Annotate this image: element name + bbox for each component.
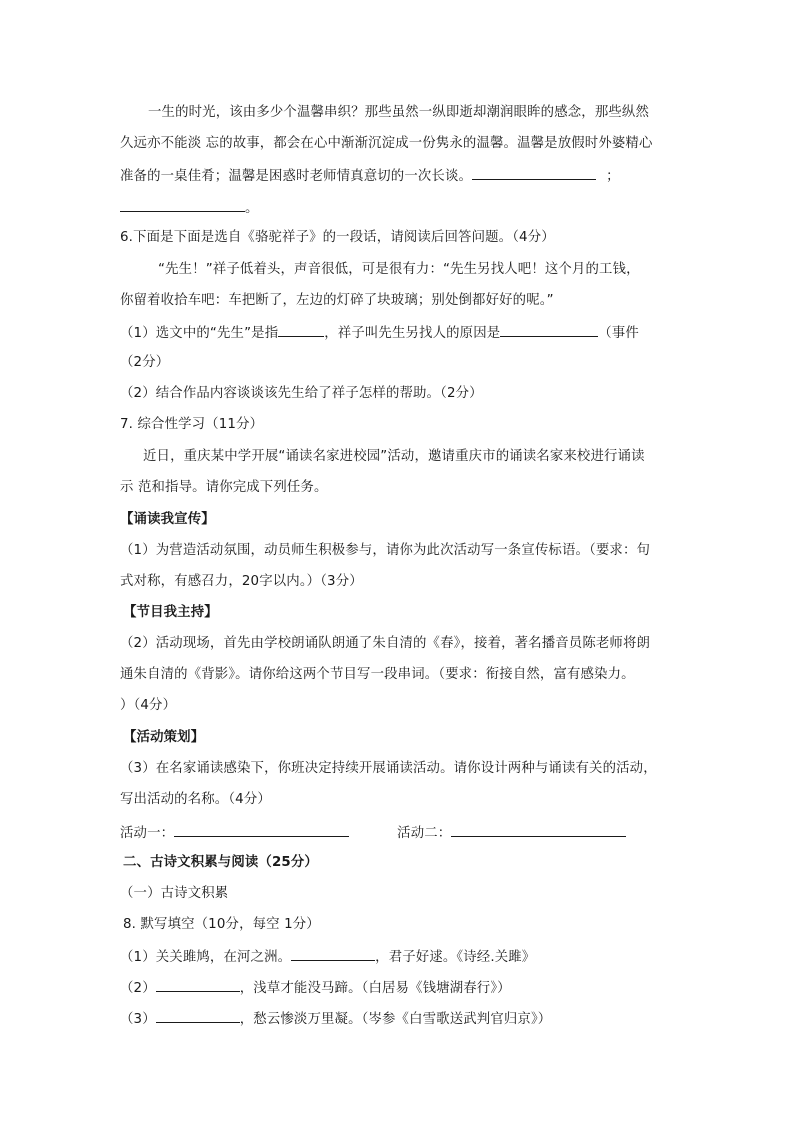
quote-line: 你留着收拾车吧：车把断了，左边的灯碎了块玻璃；别处倒都好好的呢。” <box>120 293 554 308</box>
text-line: 示 范和指导。请你完成下列任务。 <box>120 480 328 495</box>
question-title: 8. 默写填空（10分，每空 1分） <box>123 917 320 932</box>
text-line: 一生的时光，该由多少个温馨串织？那些虽然一纵即逝却潮润眼眸的感念，那些纵然 <box>148 105 650 120</box>
activity-one-label: 活动一： <box>120 826 175 841</box>
quote-line: “先生！”祥子低着头，声音很低，可是很有力：“先生另找人吧！这个月的工钱， <box>158 262 640 277</box>
answer-blank[interactable] <box>291 946 375 961</box>
text-line <box>120 1008 551 1030</box>
answer-blank[interactable] <box>500 322 598 337</box>
text-line: （2）活动现场，首先由学校朗诵队朗通了朱自清的《春》，接着，著名播音员陈老师将朗 <box>120 636 651 651</box>
text-span: ，浅草才能没马蹄。（白居易《钱塘湖春行》） <box>239 981 511 996</box>
text-span: （1）选文中的“先生”是指 <box>120 326 279 341</box>
activity-two-blank[interactable] <box>451 822 626 837</box>
text-line: 写出活动的名称。（4分） <box>120 792 271 807</box>
text-span: ； <box>606 169 620 184</box>
text-span: （1）关关雎鸠，在河之洲。 <box>120 950 292 965</box>
text-line: （3）在名家诵读感染下，你班决定持续开展诵读活动。请你设计两种与诵读有关的活动， <box>120 761 657 776</box>
text-line <box>120 165 620 187</box>
text-span: ，祥子叫先生另找人的原因是 <box>324 326 501 341</box>
text-span: （3） <box>120 1012 156 1027</box>
answer-blank[interactable] <box>156 977 240 992</box>
text-span: （2） <box>120 981 156 996</box>
answer-blank[interactable] <box>156 1008 240 1023</box>
text-line: 近日，重庆某中学开展“诵读名家进校园”活动，邀请重庆市的诵读名家来校进行诵读 <box>143 449 645 464</box>
subsection-title: （一）古诗文积累 <box>120 886 229 901</box>
part-title: 二、古诗文积累与阅读（25分） <box>123 855 318 870</box>
score-label: （2分） <box>120 355 170 370</box>
text-span: （事件 <box>598 326 639 341</box>
section-heading: 【节目我主持】 <box>123 605 218 620</box>
text-line <box>120 946 535 968</box>
answer-blank[interactable] <box>472 165 596 180</box>
text-line <box>120 322 639 344</box>
answer-blank[interactable] <box>278 322 324 337</box>
text-line <box>120 197 259 219</box>
text-line: （2）结合作品内容谈谈该先生给了祥子怎样的帮助。（2分） <box>120 386 483 401</box>
activity-two-label: 活动二： <box>397 826 452 841</box>
text-line: 式对称，有感召力，20字以内。）（3分） <box>120 574 363 589</box>
text-span: 准备的一桌佳肴；温馨是困惑时老师情真意切的一次长谈。 <box>120 169 473 184</box>
question-title: 7. 综合性学习（11分） <box>120 417 264 432</box>
text-span: ，愁云惨淡万里凝。（岑参《白雪歌送武判官归京》） <box>239 1012 552 1027</box>
section-heading: 【诵读我宣传】 <box>120 512 215 527</box>
text-span: 。 <box>245 201 259 216</box>
text-line <box>120 977 511 999</box>
activity-one-blank[interactable] <box>174 822 349 837</box>
text-line: （1）为营造活动氛围，动员师生积极参与，请你为此次活动写一条宣传标语。（要求：句 <box>120 543 651 558</box>
text-line: ）（4分） <box>120 698 177 713</box>
question-title: 6.下面是下面是选自《骆驼祥子》的一段话，请阅读后回答问题。（4分） <box>120 230 555 245</box>
text-span: ，君子好逑。《诗经.关雎》 <box>375 950 536 965</box>
answer-blank[interactable] <box>120 197 245 212</box>
section-heading: 【活动策划】 <box>123 730 205 745</box>
activity-line <box>120 822 626 844</box>
text-line: 久远亦不能淡 忘的故事，都会在心中渐渐沉淀成一份隽永的温馨。温馨是放假时外婆精心 <box>120 136 653 151</box>
text-line: 通朱自清的《背影》。请你给这两个节目写一段串词。（要求：衔接自然，富有感染力。 <box>120 667 635 682</box>
